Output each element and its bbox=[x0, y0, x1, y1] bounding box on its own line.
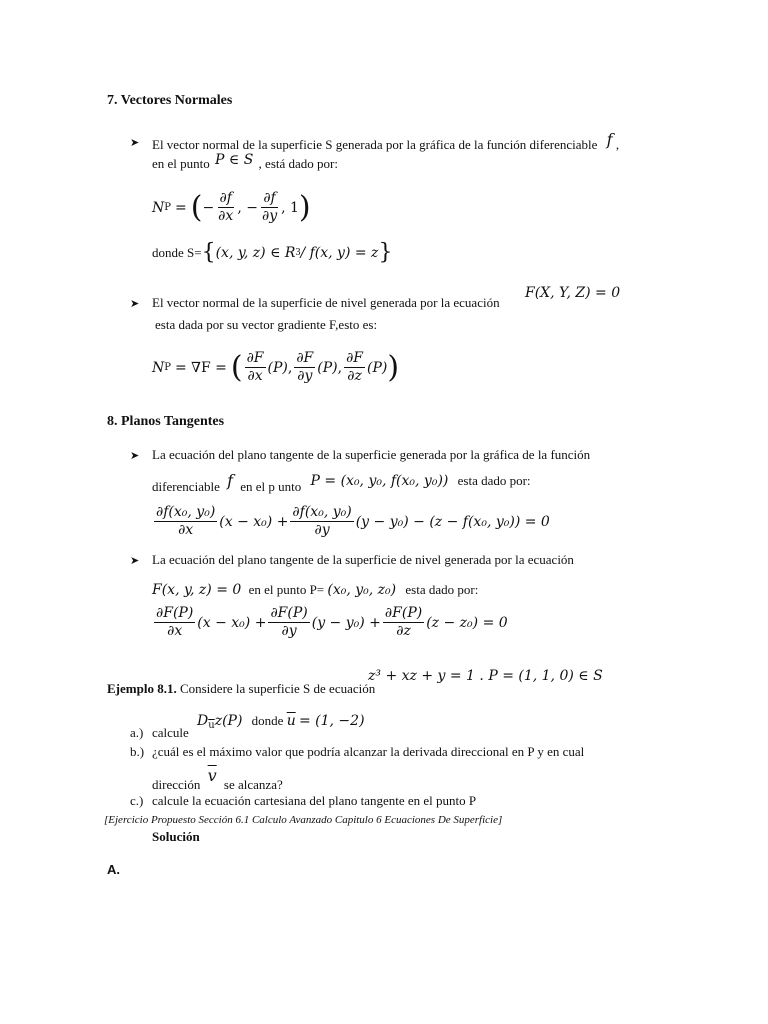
set-part-b: / f(x, y) = z bbox=[300, 244, 379, 261]
eq2-term3: (z − z₀) = 0 bbox=[426, 614, 508, 631]
eq2-term1: (x − x₀) + bbox=[197, 614, 267, 631]
paren-close: ) bbox=[298, 190, 311, 225]
bullet-arrow-icon: ➤ bbox=[130, 298, 140, 310]
eq2-den1: ∂x bbox=[167, 623, 183, 639]
grad-num2: ∂F bbox=[296, 350, 314, 366]
f-symbol: f bbox=[606, 130, 613, 149]
np-den1: ∂x bbox=[218, 208, 234, 224]
example-equation: z³ + xz + y = 1 . P = (1, 1, 0) ∈ S bbox=[368, 668, 603, 684]
esta-dado-por: esta dado por: bbox=[457, 473, 531, 488]
citation bbox=[104, 811, 502, 827]
eq1-den1: ∂x bbox=[178, 522, 194, 538]
example-label: Ejemplo 8.1 bbox=[107, 681, 174, 696]
u-value: = (1, −2) bbox=[298, 713, 365, 729]
gradient-formula: N P = ∇F = ( $\frac{\partial F}{\partial x}$ (P) , $\frac{\partial F}{\partial y}$ (P) , $\frac{\partial F}{\partial z}$ (P) ) bbox=[152, 350, 400, 385]
np-N: N bbox=[152, 199, 165, 216]
s7-bullet2-line2: esta dada por su vector gradiente F,esto es: bbox=[155, 317, 378, 332]
level-point: (x₀, y₀, z₀) bbox=[327, 582, 397, 598]
eq2-num2: ∂F(P) bbox=[270, 605, 308, 621]
u-sub: u bbox=[208, 720, 215, 731]
item-c-text: calcule la ecuación cartesiana del plano tangente en el punto P bbox=[152, 793, 477, 808]
example-text: Considere la superficie S de ecuación bbox=[179, 681, 376, 696]
bullet-arrow-icon: ➤ bbox=[130, 137, 140, 149]
eq2-den3: ∂z bbox=[396, 623, 411, 639]
s7-bullet2-line1 bbox=[152, 295, 500, 311]
bullet-arrow-icon: ➤ bbox=[130, 555, 140, 567]
f-symbol: f bbox=[227, 471, 234, 490]
donde-text: donde S= bbox=[152, 244, 202, 260]
s8-bullet2-line2 bbox=[152, 582, 478, 598]
s7-bullet2-text: El vector normal de la superficie de nivel generada por la ecuación bbox=[152, 295, 500, 310]
set-part-a: (x, y, z) ∈ R bbox=[215, 244, 296, 261]
diferenciable: diferenciable bbox=[152, 479, 220, 494]
set-sup: 3 bbox=[295, 247, 301, 258]
direccion: dirección bbox=[152, 777, 201, 792]
eq1-num2: ∂f(x₀, y₀) bbox=[292, 504, 352, 520]
item-b-line2 bbox=[152, 766, 283, 793]
np-num2: ∂f bbox=[263, 190, 276, 206]
tangent-plane-eq1 bbox=[152, 505, 550, 538]
grad-den2: ∂y bbox=[297, 368, 313, 384]
grad-den1: ∂x bbox=[247, 368, 263, 384]
tangent-point: P = (x₀, y₀, f(x₀, y₀)) bbox=[310, 473, 449, 489]
item-c-label: c.) bbox=[130, 793, 144, 808]
level-eq: F(x, y, z) = 0 bbox=[152, 582, 242, 598]
eq2-den2: ∂y bbox=[281, 623, 297, 639]
item-b-label: b.) bbox=[130, 744, 145, 759]
item-a-expr bbox=[197, 713, 365, 731]
esta-dado-por: esta dado por: bbox=[405, 582, 479, 597]
eq2-num3: ∂F(P) bbox=[384, 605, 423, 621]
section-7-heading: 7. Vectores Normales bbox=[107, 93, 233, 108]
solution-heading: Solución bbox=[152, 829, 200, 844]
s8-bullet2-line1: La ecuación del plano tangente de la superficie de nivel generada por la ecuación bbox=[152, 552, 574, 567]
part-a-label: A. bbox=[107, 862, 120, 877]
np-num1: ∂f bbox=[219, 190, 232, 206]
esta-dado-por: , está dado por: bbox=[258, 156, 338, 171]
eq1-den2: ∂y bbox=[314, 522, 330, 538]
s7-bullet1-line1 bbox=[152, 130, 620, 153]
grad-N: N bbox=[152, 359, 165, 376]
grad-P2: (P) bbox=[317, 359, 338, 376]
comma: , bbox=[615, 137, 620, 152]
paren-open: ( bbox=[190, 190, 203, 225]
np-den2: ∂y bbox=[261, 208, 278, 224]
u-vector: $\overline{u}$ bbox=[286, 713, 296, 729]
grad-den3: ∂z bbox=[347, 368, 362, 384]
en-el-punto: en el punto bbox=[152, 156, 210, 171]
tangent-plane-eq2 bbox=[152, 606, 508, 639]
np-tail: , 1 bbox=[281, 199, 299, 216]
item-a bbox=[152, 725, 189, 741]
se-alcanza: se alcanza? bbox=[223, 777, 283, 792]
normal-vector-formula: N P = ( − $\frac{\partial f}{\partial x}$ , − $\frac{\partial f}{\partial y}$ , 1 ) bbox=[152, 190, 311, 225]
citation-text: [Ejercicio Propuesto Sección 6.1 Calculo Avanzado Capitulo 6 Ecuaciones De Superficie] bbox=[104, 814, 503, 826]
dz-P: z(P) bbox=[214, 713, 243, 729]
np-sub: P bbox=[164, 202, 171, 213]
grad-sub: P bbox=[164, 362, 171, 373]
D-symbol: D bbox=[197, 713, 209, 729]
grad-eq: = ∇F = bbox=[174, 359, 227, 376]
s7-bullet1-line2 bbox=[152, 152, 338, 172]
np-eq: = bbox=[174, 199, 187, 216]
example-dot: . bbox=[173, 681, 177, 696]
bullet-arrow-icon: ➤ bbox=[130, 450, 140, 462]
grad-num3: ∂F bbox=[346, 350, 364, 366]
item-a-label: a.) bbox=[130, 725, 144, 740]
grad-P1: (P) bbox=[267, 359, 288, 376]
s8-bullet1-line2 bbox=[152, 471, 531, 495]
item-a-text: calcule bbox=[152, 725, 189, 740]
level-surface-eq: F(X, Y, Z) = 0 bbox=[525, 285, 621, 301]
en-el-punto: en el punto P= bbox=[248, 582, 325, 597]
section-8-heading: 8. Planos Tangentes bbox=[107, 414, 225, 429]
en-el-punto: en el p unto bbox=[240, 479, 302, 494]
s7-bullet1-text: El vector normal de la superficie S generada por la gráfica de la función diferenciable bbox=[152, 137, 598, 152]
donde-line: donde S= { (x, y, z) ∈ R 3 / f(x, y) = z } bbox=[152, 240, 393, 265]
v-vector: $\overline{v}$ bbox=[207, 766, 217, 785]
eq1-term1: (x − x₀) + bbox=[219, 513, 289, 530]
grad-P3: (P) bbox=[367, 359, 388, 376]
s8-bullet1-line1: La ecuación del plano tangente de la superficie generada por la gráfica de la función bbox=[152, 447, 591, 462]
p-in-s: P ∈ S bbox=[215, 152, 254, 168]
eq1-num1: ∂f(x₀, y₀) bbox=[156, 504, 216, 520]
donde-text: donde bbox=[251, 713, 284, 728]
eq1-term2: (y − y₀) − (z − f(x₀, y₀)) = 0 bbox=[355, 513, 550, 530]
item-b-line1: ¿cuál es el máximo valor que podría alcanzar la derivada direccional en P y en cual bbox=[152, 744, 585, 759]
eq2-num1: ∂F(P) bbox=[156, 605, 194, 621]
eq2-term2: (y − y₀) + bbox=[311, 614, 381, 631]
example-line bbox=[107, 681, 375, 697]
grad-num1: ∂F bbox=[246, 350, 264, 366]
